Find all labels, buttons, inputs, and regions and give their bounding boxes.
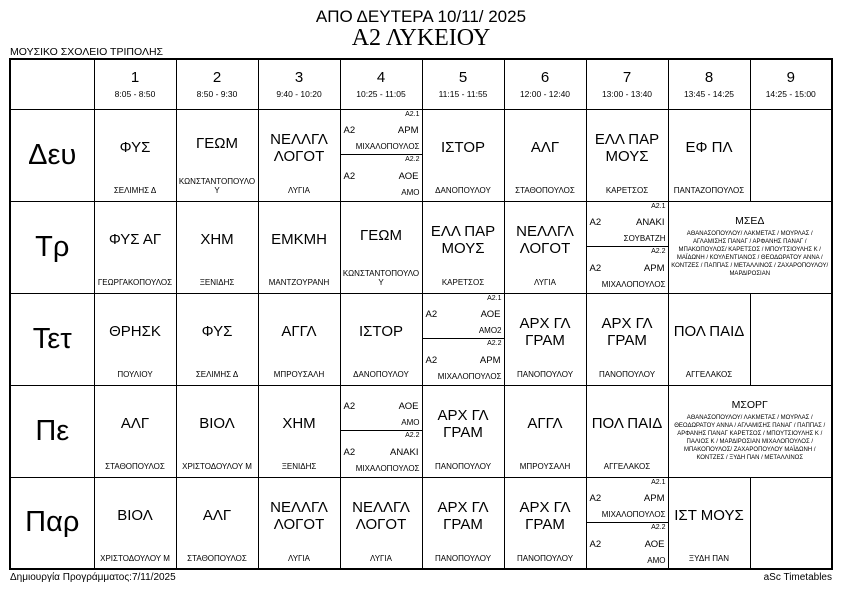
subject-label: ΕΜΚΜΗ — [271, 231, 327, 249]
split-lesson-cell — [423, 294, 504, 384]
split-main-line — [343, 125, 420, 136]
lesson-cell — [341, 294, 422, 384]
timetable-cell — [422, 293, 504, 385]
group-label: Α2.1 — [405, 110, 420, 118]
split-lesson-cell — [341, 386, 422, 476]
teacher-label: ΞΥΔΗ ΠΑΝ — [688, 553, 730, 563]
lesson-cell — [177, 110, 258, 200]
split-main-line — [589, 263, 666, 274]
teacher-label: ΛΥΓΙΑ — [369, 553, 393, 563]
timetable-cell — [668, 385, 832, 477]
subject-label: ΠΟΛ ΠΑΙΔ — [673, 323, 745, 341]
subject-label: ΝΕΛΛΓΛ ΛΟΓΟΤ — [352, 498, 410, 534]
subject-label: ΓΕΩΜ — [196, 135, 238, 153]
day-row — [10, 293, 832, 385]
lesson-cell — [587, 110, 668, 200]
timetable-cell — [422, 201, 504, 293]
teacher-label: ΑΜΟ — [401, 187, 420, 197]
period-number: 8 — [704, 69, 714, 87]
subject-label: ΑΛΓ — [202, 507, 232, 525]
timetable-cell — [586, 385, 668, 477]
split-half — [341, 154, 422, 200]
period-time: 9:40 - 10:20 — [276, 89, 322, 100]
timetable-cell — [668, 109, 750, 201]
class-label: Α2 — [589, 262, 602, 274]
timetable-cell — [340, 109, 422, 201]
teacher-label: ΠΑΝΟΠΟΥΛΟΥ — [434, 461, 492, 471]
teacher-label: ΚΑΡΕΤΣΟΣ — [441, 277, 485, 287]
timetable-cell — [94, 293, 176, 385]
period-time: 8:05 - 8:50 — [114, 89, 156, 100]
period-number: 1 — [130, 69, 140, 87]
period-header-cell — [504, 59, 586, 109]
period-number: 7 — [622, 69, 632, 87]
lesson-cell — [177, 386, 258, 476]
subject-label: ΝΕΛΛΓΛ ΛΟΓΟΤ — [270, 130, 328, 166]
split-half — [587, 478, 668, 523]
lesson-cell — [95, 110, 176, 200]
subject-label: ΠΟΛ ΠΑΙΔ — [591, 415, 663, 433]
timetable-cell — [258, 385, 340, 477]
lesson-cell — [259, 202, 340, 292]
empty-cell — [750, 293, 832, 385]
teacher-label: ΜΙΧΑΛΟΠΟΥΛΟΣ — [437, 371, 502, 381]
subject-label: ΦΥΣ — [201, 323, 233, 341]
teacher-label: ΣΟΥΒΑΤΖΗ — [623, 234, 666, 244]
split-main-line — [589, 539, 666, 550]
day-label: Παρ — [10, 477, 94, 569]
group-label: Α2.1 — [651, 202, 666, 210]
teacher-label: ΔΑΝΟΠΟΥΛΟΥ — [353, 369, 409, 379]
empty-cell — [750, 477, 832, 569]
lesson-cell — [341, 202, 422, 292]
teacher-label: ΓΕΩΡΓΑΚΟΠΟΥΛΟΣ — [97, 277, 173, 287]
teacher-label: ΣΤΑΘΟΠΟΥΛΟΣ — [515, 185, 575, 195]
split-main-line — [589, 217, 666, 228]
split-half — [341, 110, 422, 155]
subject-label: ΙΣΤ ΜΟΥΣ — [674, 507, 744, 525]
split-half — [341, 386, 422, 431]
subject-label: ΑΓΓΛ — [281, 323, 317, 341]
subject-label: ΑΓΓΛ — [527, 415, 563, 433]
timetable-cell — [504, 109, 586, 201]
day-row — [10, 477, 832, 569]
subject-label: ΑΡΜ — [479, 354, 501, 366]
split-half — [423, 338, 504, 384]
split-half — [587, 202, 668, 247]
subject-label: ΘΡΗΣΚ — [109, 323, 161, 341]
subject-label: ΑΟΕ — [480, 309, 501, 321]
lesson-cell — [669, 478, 750, 568]
subject-label: ΑΡΧ ΓΛ ΓΡΑΜ — [519, 314, 571, 350]
subject-label: ΒΙΟΛ — [199, 415, 235, 433]
timetable-cell — [586, 293, 668, 385]
subject-label: ΦΥΣ ΑΓ — [108, 231, 162, 249]
period-number: 3 — [294, 69, 304, 87]
teacher-label: ΣΕΛΙΜΗΣ Δ — [113, 185, 157, 195]
lesson-cell — [177, 294, 258, 384]
timetable-cell — [504, 201, 586, 293]
day-label: Τρ — [10, 201, 94, 293]
timetable-cell — [340, 293, 422, 385]
split-half — [423, 294, 504, 339]
timetable-cell — [504, 293, 586, 385]
split-main-line — [343, 401, 420, 412]
timetable-cell — [504, 477, 586, 569]
teacher-label: ΠΑΝΟΠΟΥΛΟΥ — [434, 553, 492, 563]
lesson-cell — [95, 202, 176, 292]
group-label: Α2.2 — [651, 524, 666, 531]
class-label: Α2 — [343, 170, 356, 182]
timetable-cell — [668, 201, 832, 293]
class-label: Α2 — [343, 125, 356, 137]
class-label: Α2 — [425, 354, 438, 366]
lesson-cell — [587, 294, 668, 384]
split-lesson-cell — [587, 478, 668, 568]
day-row — [10, 385, 832, 477]
subject-label: ΜΣΕΔ — [735, 214, 765, 227]
timetable-cell — [340, 385, 422, 477]
class-label: Α2 — [343, 401, 356, 413]
timetable-cell — [422, 109, 504, 201]
lesson-cell — [95, 386, 176, 476]
teacher-label: ΚΩΝΣΤΑΝΤΟΠΟΥΛΟΥ — [178, 176, 256, 195]
group-label: Α2.2 — [651, 248, 666, 255]
subject-label: ΑΝΑΚΙ — [635, 217, 665, 229]
teacher-label: ΜΠΡΟΥΣΑΛΗ — [273, 369, 325, 379]
subject-label: ΑΡΜ — [397, 125, 419, 137]
period-number: 5 — [458, 69, 468, 87]
period-number: 4 — [376, 69, 386, 87]
corner-cell — [10, 59, 94, 109]
period-number: 9 — [786, 69, 795, 87]
timetable-cell — [176, 201, 258, 293]
subject-label: ΧΗΜ — [200, 231, 234, 249]
subject-label: ΑΟΕ — [398, 401, 419, 413]
class-label: Α2 — [589, 217, 602, 229]
timetable-cell — [176, 293, 258, 385]
period-time: 13:45 - 14:25 — [683, 89, 735, 100]
subject-label: ΑΛΓ — [530, 139, 560, 157]
timetable-cell — [258, 109, 340, 201]
subject-label: ΑΝΑΚΙ — [389, 446, 419, 458]
period-header-cell — [94, 59, 176, 109]
split-main-line — [425, 355, 502, 366]
group-label: Α2.1 — [651, 478, 666, 486]
teacher-label: ΠΑΝΟΠΟΥΛΟΥ — [598, 369, 656, 379]
day-label: Τετ — [10, 293, 94, 385]
teacher-label: ΔΑΝΟΠΟΥΛΟΥ — [435, 185, 491, 195]
subject-label: ΑΡΧ ΓΛ ΓΡΑΜ — [601, 314, 653, 350]
subject-label: ΕΛΛ ΠΑΡ ΜΟΥΣ — [594, 130, 660, 166]
split-main-line — [343, 447, 420, 458]
subject-label: ΕΛΛ ΠΑΡ ΜΟΥΣ — [430, 222, 496, 258]
period-time: 12:00 - 12:40 — [519, 89, 571, 100]
subject-label: ΑΡΧ ΓΛ ΓΡΑΜ — [519, 498, 571, 534]
teacher-label: ΛΥΓΙΑ — [533, 277, 557, 287]
teacher-label: ΣΕΛΙΜΗΣ Δ — [195, 369, 239, 379]
subject-label: ΦΥΣ — [119, 139, 151, 157]
period-time: 14:25 - 15:00 — [765, 89, 816, 100]
teacher-label: ΧΡΙΣΤΟΔΟΥΛΟΥ Μ — [182, 461, 252, 471]
subject-label: ΒΙΟΛ — [117, 507, 153, 525]
day-label: Δευ — [10, 109, 94, 201]
teacher-label: ΣΤΑΘΟΠΟΥΛΟΣ — [187, 553, 247, 563]
timetable-head — [10, 59, 832, 109]
subject-label: ΑΡΧ ΓΛ ΓΡΑΜ — [437, 406, 489, 442]
lesson-cell — [669, 110, 750, 200]
timetable-cell — [586, 201, 668, 293]
timetable-cell — [340, 201, 422, 293]
group-label — [343, 387, 420, 395]
timetable-cell — [258, 293, 340, 385]
lesson-cell — [669, 294, 750, 384]
teacher-label: ΚΩΝΣΤΑΝΤΟΠΟΥΛΟΥ — [342, 268, 420, 287]
teacher-label: ΞΕΝΙΔΗΣ — [199, 277, 235, 287]
lesson-cell — [259, 294, 340, 384]
day-row — [10, 201, 832, 293]
period-time: 11:15 - 11:55 — [438, 89, 488, 100]
timetable-cell — [94, 385, 176, 477]
teachers-list: ΑΘΑΝΑΣΟΠΟΥΛΟΥ/ ΛΑΚΜΕΤΑΣ / ΜΟΥΡΛΑΣ / ΘΕΟΔΩΡΑΤΟΥ ΑΝΝΑ / ΑΓΛΑΜΙΣΗΣ ΠΑΝΑΓ / ΠΑΠΠΑΣ / ΑΡΦΑΝΗΣ ΠΑΝΑΓ ΚΑΡΕΤΣΟΣ / ΜΠΟΥΤΣΙΟΥΛΗΣ Κ / ΠΑΛΙΟΣ Κ / ΜΑΡΔΙΡΟΣΙΑΝ ΜΙΧΑΛΟΠΟΥΛΟΣ / ΜΠΑΚΟΠΟΥΛΟΣ/ ΖΑΧΑΡΟΠΟΥΛΟΥ ΜΑΪΔΩΝΗ / ΚΟΝΤΖΕΣ / ΞΥΔΗ ΠΑΝ / ΜΕΤΑΛΛΙΝΟΣ — [674, 414, 826, 462]
subject-label: ΑΡΜ — [643, 262, 665, 274]
split-half — [341, 430, 422, 476]
teacher-label: ΛΥΓΙΑ — [287, 185, 311, 195]
period-number: 6 — [540, 69, 550, 87]
lesson-cell — [423, 386, 504, 476]
lesson-cell — [259, 478, 340, 568]
group-label: Α2.2 — [487, 340, 502, 347]
empty-cell — [750, 109, 832, 201]
timetable-cell — [176, 385, 258, 477]
teacher-label: ΜΙΧΑΛΟΠΟΥΛΟΣ — [355, 142, 420, 152]
split-lesson-cell — [587, 202, 668, 292]
subject-label: ΑΟΕ — [644, 538, 665, 550]
subject-label: ΧΗΜ — [282, 415, 316, 433]
teacher-label: ΜΙΧΑΛΟΠΟΥΛΟΣ — [601, 510, 666, 520]
split-main-line — [425, 309, 502, 320]
lesson-cell — [423, 202, 504, 292]
timetable-cell — [94, 109, 176, 201]
teacher-label: ΜΙΧΑΛΟΠΟΥΛΟΣ — [355, 463, 420, 473]
class-label: Α2 — [425, 309, 438, 321]
class-label: Α2 — [343, 446, 356, 458]
teacher-label: ΠΑΝΤΑΖΟΠΟΥΛΟΣ — [673, 185, 745, 195]
split-half — [587, 246, 668, 292]
timetable — [9, 58, 833, 570]
subject-label: ΝΕΛΛΓΛ ΛΟΓΟΤ — [270, 498, 328, 534]
subject-label: ΜΣΟΡΓ — [731, 398, 768, 411]
group-label: Α2.2 — [405, 432, 420, 439]
teacher-label: ΑΜΟ — [647, 555, 666, 565]
period-header-cell — [258, 59, 340, 109]
lesson-cell — [587, 386, 668, 476]
lesson-cell — [177, 478, 258, 568]
class-label: Α2 — [589, 538, 602, 550]
lesson-cell — [259, 110, 340, 200]
subject-label: ΑΛΓ — [120, 415, 150, 433]
subject-label: ΕΦ ΠΛ — [685, 139, 733, 157]
group-label: Α2.2 — [405, 156, 420, 163]
special-lesson-cell — [669, 386, 832, 476]
teachers-list: ΑΘΑΝΑΣΟΠΟΥΛΟΥ/ ΛΑΚΜΕΤΑΣ / ΜΟΥΡΛΑΣ / ΑΓΛΑΜΙΣΗΣ ΠΑΝΑΓ / ΑΡΦΑΝΗΣ ΠΑΝΑΓ / ΜΠΑΚΟΠΟΥΛΟΣ/ ΚΑΡΕΤΣΟΣ / ΜΠΟΥΤΣΙΟΥΛΗΣ Κ / ΜΑΪΔΩΝΗ / ΚΟΥΛΕΝΤΙΑΝΟΣ / ΘΕΟΔΩΡΑΤΟΥ ΑΝΝΑ / ΚΟΝΤΖΕΣ / ΠΑΠΠΑΣ / ΜΕΤΑΛΛΙΝΟΣ / ΖΑΧΑΡΟΠΟΥΛΟΥ/ ΜΑΡΔΙΡΟΣΙΑΝ — [671, 230, 829, 278]
timetable-cell — [668, 477, 750, 569]
split-half — [587, 522, 668, 568]
lesson-cell — [505, 110, 586, 200]
timetable-cell — [176, 477, 258, 569]
timetable-cell — [668, 293, 750, 385]
period-header-row — [10, 59, 832, 109]
timetable-cell — [258, 201, 340, 293]
lesson-cell — [423, 110, 504, 200]
split-main-line — [343, 171, 420, 182]
timetable-cell — [422, 477, 504, 569]
lesson-cell — [259, 386, 340, 476]
teacher-label: ΑΓΓΕΛΑΚΟΣ — [685, 369, 733, 379]
split-main-line — [589, 493, 666, 504]
teacher-label: ΑΜΟ — [401, 418, 420, 428]
teacher-label: ΜΑΝΤΖΟΥΡΑΝΗ — [268, 277, 330, 287]
lesson-cell — [177, 202, 258, 292]
subject-label: ΝΕΛΛΓΛ ΛΟΓΟΤ — [516, 222, 574, 258]
period-header-cell — [586, 59, 668, 109]
teacher-label: ΧΡΙΣΤΟΔΟΥΛΟΥ Μ — [100, 553, 170, 563]
subject-label: ΑΡΧ ΓΛ ΓΡΑΜ — [437, 498, 489, 534]
teacher-label: ΞΕΝΙΔΗΣ — [281, 461, 317, 471]
lesson-cell — [341, 478, 422, 568]
timetable-cell — [586, 477, 668, 569]
lesson-cell — [423, 478, 504, 568]
period-header-cell — [340, 59, 422, 109]
teacher-label: ΑΜΟ2 — [478, 326, 502, 336]
timetable-cell — [586, 109, 668, 201]
subject-label: ΑΡΜ — [643, 493, 665, 505]
timetable-cell — [340, 477, 422, 569]
period-time: 10:25 - 11:05 — [356, 89, 406, 100]
period-header-cell — [750, 59, 832, 109]
subject-label: ΙΣΤΟΡ — [440, 139, 485, 157]
period-header-cell — [176, 59, 258, 109]
timetable-cell — [94, 201, 176, 293]
teacher-label: ΑΓΓΕΛΑΚΟΣ — [603, 461, 651, 471]
subject-label: ΑΟΕ — [398, 170, 419, 182]
teacher-label: ΠΟΥΛΙΟΥ — [117, 369, 153, 379]
school-name: ΜΟΥΣΙΚΟ ΣΧΟΛΕΙΟ ΤΡΙΠΟΛΗΣ — [10, 46, 164, 58]
day-label: Πε — [10, 385, 94, 477]
teacher-label: ΠΑΝΟΠΟΥΛΟΥ — [516, 369, 574, 379]
timetable-cell — [504, 385, 586, 477]
period-time: 8:50 - 9:30 — [196, 89, 238, 100]
lesson-cell — [505, 202, 586, 292]
timetable-body — [10, 109, 832, 569]
footer-app-label: aSc Timetables — [763, 572, 832, 583]
teacher-label: ΛΥΓΙΑ — [287, 553, 311, 563]
timetable-cell — [422, 385, 504, 477]
teacher-label: ΜΠΡΟΥΣΑΛΗ — [519, 461, 571, 471]
teacher-label: ΣΤΑΘΟΠΟΥΛΟΣ — [105, 461, 165, 471]
class-title: Α2 ΛΥΚΕΙΟΥ — [351, 25, 491, 51]
date-title: ΑΠΟ ΔΕΥΤΕΡΑ 10/11/ 2025 — [315, 7, 527, 26]
class-label: Α2 — [589, 493, 602, 505]
lesson-cell — [505, 478, 586, 568]
timetable-cell — [176, 109, 258, 201]
subject-label: ΓΕΩΜ — [360, 227, 402, 245]
special-lesson-cell — [669, 202, 832, 292]
period-time: 13:00 - 13:40 — [601, 89, 653, 100]
split-lesson-cell — [341, 110, 422, 200]
subject-label: ΙΣΤΟΡ — [358, 323, 403, 341]
timetable-cell — [94, 477, 176, 569]
teacher-label: ΠΑΝΟΠΟΥΛΟΥ — [516, 553, 574, 563]
day-row — [10, 109, 832, 201]
lesson-cell — [505, 386, 586, 476]
teacher-label: ΚΑΡΕΤΣΟΣ — [605, 185, 649, 195]
lesson-cell — [95, 294, 176, 384]
period-number: 2 — [212, 69, 222, 87]
group-label: Α2.1 — [487, 294, 502, 302]
lesson-cell — [505, 294, 586, 384]
footer-generated-label: Δημιουργία Προγράμματος:7/11/2025 — [10, 572, 176, 583]
lesson-cell — [95, 478, 176, 568]
teacher-label: ΜΙΧΑΛΟΠΟΥΛΟΣ — [601, 279, 666, 289]
period-header-cell — [422, 59, 504, 109]
timetable-cell — [258, 477, 340, 569]
period-header-cell — [668, 59, 750, 109]
